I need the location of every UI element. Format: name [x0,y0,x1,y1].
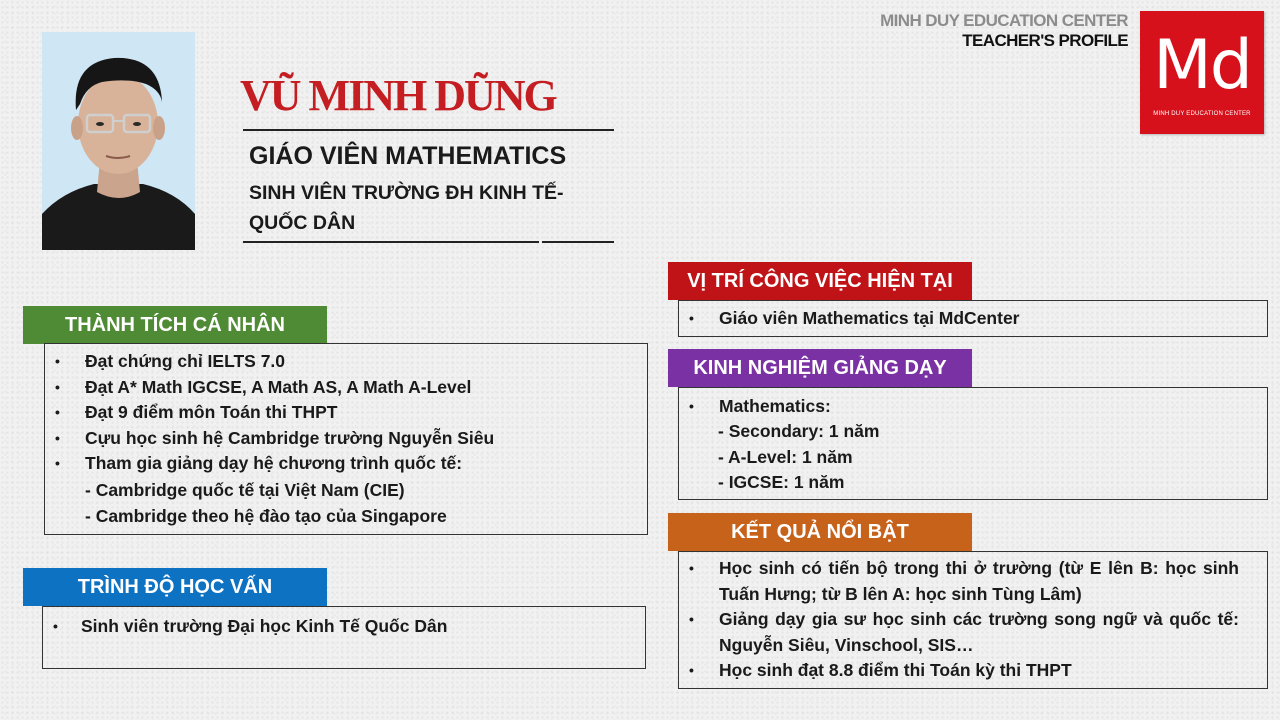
profile-label: TEACHER'S PROFILE [962,31,1128,50]
list-item-text: Sinh viên trường Đại học Kinh Tế Quốc Dân [81,616,448,636]
list-item-text: Đạt chứng chỉ IELTS 7.0 [85,351,286,371]
current-position-box [678,300,1268,337]
sub-item: - A-Level: 1 năm [718,446,853,467]
list-item: • Học sinh có tiến bộ trong thi ở trường (từ E lên B: học sinh Tuấn Hưng; từ B lên A: học sinh Tùng Lâm) [689,558,1239,604]
results-header: KẾT QUẢ NỔI BẬT [668,513,972,551]
list-item-text: Học sinh có tiến bộ trong thi ở trường (từ E lên B: học sinh Tuấn Hưng; từ B lên A: học sinh Tùng Lâm) [719,558,1239,604]
center-name: MINH DUY EDUCATION CENTER [880,11,1128,30]
results-box [678,551,1268,689]
divider-top [243,129,614,131]
list-item: • Tham gia giảng dạy hệ chương trình quốc tế: [55,453,463,473]
list-item: • Sinh viên trường Đại học Kinh Tế Quốc Dân [53,616,448,636]
center-logo [1140,11,1264,134]
list-item: • Cựu học sinh hệ Cambridge trường Nguyễn Siêu [55,427,495,448]
list-item: • Giáo viên Mathematics tại MdCenter [689,308,1020,328]
teacher-name: VŨ MINH DŨNG [240,71,556,120]
list-item: • Đạt chứng chỉ IELTS 7.0 [55,351,286,371]
list-item-text: Tham gia giảng dạy hệ chương trình quốc tế: [85,453,463,473]
teacher-photo [42,32,195,250]
list-item-text: Mathematics: [719,396,831,416]
list-item-text: Giảng dạy gia sư học sinh các trường song ngữ và quốc tế: Nguyễn Siêu, Vinschool, SIS… [719,609,1239,655]
logo-mark: Md [1153,26,1251,105]
list-item-text: Giáo viên Mathematics tại MdCenter [719,308,1020,328]
education-header: TRÌNH ĐỘ HỌC VẤN [23,568,327,606]
list-item: • Học sinh đạt 8.8 điểm thi Toán kỳ thi THPT [689,660,1072,680]
divider-bottom-left [243,241,539,243]
current-position-header: VỊ TRÍ CÔNG VIỆC HIỆN TẠI [668,262,972,300]
experience-header: KINH NGHIỆM GIẢNG DẠY [668,349,972,387]
logo-tagline: MINH DUY EDUCATION CENTER [1153,111,1251,117]
experience-box [678,387,1268,500]
teacher-subtitle: SINH VIÊN TRƯỜNG ĐH KINH TẾ- QUỐC DÂN [249,182,564,234]
education-box [42,606,646,669]
list-item-text: Đạt A* Math IGCSE, A Math AS, A Math A-Level [85,376,472,397]
list-item: • Đạt 9 điểm môn Toán thi THPT [55,402,338,422]
divider-bottom-right [542,241,614,243]
achievements-box [44,343,648,535]
teacher-role: GIÁO VIÊN MATHEMATICS [249,142,567,170]
achievements-header: THÀNH TÍCH CÁ NHÂN [23,306,327,344]
list-item-text: Cựu học sinh hệ Cambridge trường Nguyễn Siêu [85,427,495,448]
sub-item: - IGCSE: 1 năm [718,472,845,492]
list-item-text: Học sinh đạt 8.8 điểm thi Toán kỳ thi THPT [719,660,1072,680]
sub-item: - Secondary: 1 năm [718,421,880,441]
list-item-text: Đạt 9 điểm môn Toán thi THPT [85,402,338,422]
sub-item: - Cambridge quốc tế tại Việt Nam (CIE) [85,479,405,500]
portrait-illustration [42,32,195,250]
list-item: • Đạt A* Math IGCSE, A Math AS, A Math A-Level [55,376,472,397]
list-item: • Giảng dạy gia sư học sinh các trường song ngữ và quốc tế: Nguyễn Siêu, Vinschool, SIS… [689,609,1239,655]
sub-item: - Cambridge theo hệ đào tạo của Singapore [85,505,447,526]
list-item: • Mathematics: [689,396,831,416]
